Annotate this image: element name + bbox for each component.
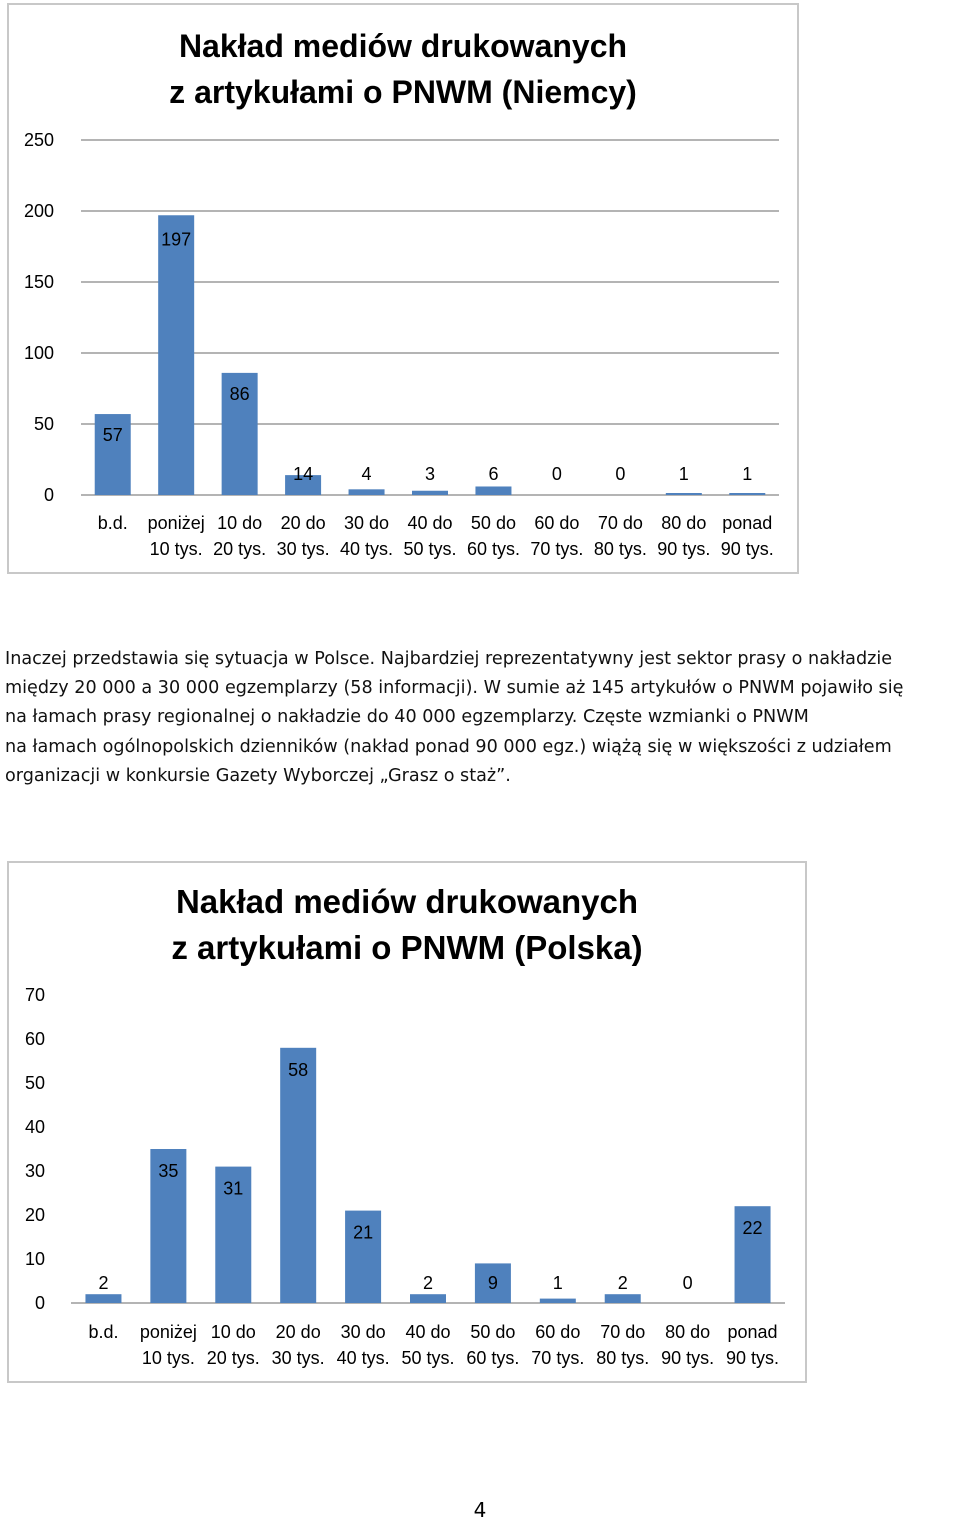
bar-plot-poland xyxy=(9,863,809,1385)
body-paragraph xyxy=(5,645,960,791)
x-tick-label: 10 do xyxy=(210,1322,256,1342)
x-tick-label: 80 do xyxy=(661,513,707,533)
paragraph-line: między 20 000 a 30 000 egzemplarzy (58 informacji). W sumie aż 145 artykułów o PNWM pojawiło się xyxy=(5,678,904,699)
data-label: 57 xyxy=(102,425,123,446)
data-label: 0 xyxy=(682,1273,693,1293)
x-tick-label: 20 tys. xyxy=(213,539,267,559)
x-tick-label: 40 do xyxy=(405,1322,451,1342)
x-tick-label: 80 do xyxy=(665,1322,711,1342)
bar xyxy=(280,1048,316,1303)
data-label: 197 xyxy=(161,229,192,250)
bar xyxy=(666,493,702,495)
data-label: 31 xyxy=(223,1178,244,1199)
bar xyxy=(85,1294,121,1303)
bar-plot-germany xyxy=(9,5,801,576)
bar xyxy=(158,215,194,495)
y-tick-label: 50 xyxy=(24,1073,45,1093)
y-tick-label: 0 xyxy=(34,1293,45,1313)
x-tick-label: ponad xyxy=(727,1322,778,1342)
chart-poland xyxy=(7,861,807,1383)
x-tick-label: b.d. xyxy=(97,513,128,533)
x-tick-label: 40 tys. xyxy=(340,539,394,559)
x-tick-label: 10 tys. xyxy=(149,539,203,559)
x-tick-label: 70 do xyxy=(600,1322,646,1342)
x-tick-label: poniżej xyxy=(147,513,205,533)
data-label: 0 xyxy=(615,464,626,484)
bar xyxy=(410,1294,446,1303)
x-tick-label: poniżej xyxy=(139,1322,197,1342)
x-tick-label: ponad xyxy=(722,513,773,533)
data-label: 1 xyxy=(742,464,753,484)
x-tick-label: 20 do xyxy=(275,1322,321,1342)
data-label: 0 xyxy=(551,464,562,484)
y-tick-label: 60 xyxy=(24,1029,45,1049)
x-tick-label: 20 tys. xyxy=(206,1348,260,1368)
data-label: 1 xyxy=(678,464,689,484)
y-tick-label: 20 xyxy=(24,1205,45,1225)
bar xyxy=(349,489,385,495)
x-tick-label: 60 tys. xyxy=(466,1348,520,1368)
x-tick-label: b.d. xyxy=(88,1322,119,1342)
data-label: 2 xyxy=(98,1273,109,1293)
chart-title-line-2: z artykułami o PNWM (Niemcy) xyxy=(169,74,637,110)
x-tick-label: 50 tys. xyxy=(403,539,457,559)
chart-title-line-1: Nakład mediów drukowanych xyxy=(178,28,628,64)
bar xyxy=(729,493,765,495)
y-tick-label: 30 xyxy=(24,1161,45,1181)
x-tick-label: 30 do xyxy=(340,1322,386,1342)
data-label: 3 xyxy=(424,464,436,484)
x-tick-label: 70 tys. xyxy=(531,1348,585,1368)
x-tick-label: 60 do xyxy=(535,1322,581,1342)
y-tick-label: 70 xyxy=(24,985,45,1005)
x-tick-label: 90 tys. xyxy=(720,539,774,559)
bar xyxy=(605,1294,641,1303)
x-tick-label: 40 tys. xyxy=(336,1348,390,1368)
y-tick-label: 0 xyxy=(43,485,54,505)
paragraph-line: organizacji w konkursie Gazety Wyborczej „Grasz o staż”. xyxy=(5,765,511,786)
x-tick-label: 50 do xyxy=(470,1322,516,1342)
x-tick-label: 40 do xyxy=(407,513,453,533)
data-label: 6 xyxy=(488,464,499,484)
paragraph-line: Inaczej przedstawia się sytuacja w Polsce. Najbardziej reprezentatywny jest sektor prasy o nakładzie xyxy=(5,649,893,669)
data-label: 1 xyxy=(552,1273,563,1293)
chart-germany xyxy=(7,3,799,574)
bar xyxy=(475,486,511,495)
x-tick-label: 70 do xyxy=(597,513,643,533)
x-tick-label: 70 tys. xyxy=(530,539,584,559)
bar xyxy=(540,1299,576,1303)
y-tick-label: 250 xyxy=(23,130,54,150)
paragraph-line: na łamach ogólnopolskich dzienników (nakład ponad 90 000 egz.) wiążą się w większości z udziałem xyxy=(5,736,892,757)
chart-title-line-1: Nakład mediów drukowanych xyxy=(175,883,639,920)
paragraph-line: na łamach prasy regionalnej o nakładzie do 40 000 egzemplarzy. Częste wzmianki o PNWM xyxy=(5,707,809,728)
x-tick-label: 90 tys. xyxy=(661,1348,715,1368)
x-tick-label: 90 tys. xyxy=(726,1348,780,1368)
x-tick-label: 60 tys. xyxy=(466,539,520,559)
data-label: 2 xyxy=(617,1273,628,1293)
data-label: 9 xyxy=(487,1273,498,1293)
y-tick-label: 50 xyxy=(33,414,54,434)
x-tick-label: 50 tys. xyxy=(401,1348,455,1368)
y-tick-label: 100 xyxy=(23,343,54,363)
x-tick-label: 30 tys. xyxy=(271,1348,325,1368)
data-label: 14 xyxy=(293,464,314,484)
x-tick-label: 10 tys. xyxy=(141,1348,195,1368)
data-label: 22 xyxy=(742,1218,763,1239)
data-label: 21 xyxy=(353,1222,374,1243)
x-tick-label: 60 do xyxy=(534,513,580,533)
y-tick-label: 150 xyxy=(23,272,54,292)
data-label: 86 xyxy=(229,383,250,404)
x-tick-label: 30 tys. xyxy=(276,539,330,559)
x-tick-label: 80 tys. xyxy=(593,539,647,559)
data-label: 4 xyxy=(361,464,372,484)
y-tick-label: 40 xyxy=(24,1117,45,1137)
chart-title-line-2: z artykułami o PNWM (Polska) xyxy=(171,929,643,966)
y-tick-label: 10 xyxy=(24,1249,45,1269)
x-tick-label: 30 do xyxy=(344,513,390,533)
y-tick-label: 200 xyxy=(23,201,54,221)
x-tick-label: 90 tys. xyxy=(657,539,711,559)
x-tick-label: 20 do xyxy=(280,513,326,533)
data-label: 58 xyxy=(288,1059,309,1080)
page-number: 4 xyxy=(473,1498,487,1522)
x-tick-label: 10 do xyxy=(217,513,263,533)
x-tick-label: 50 do xyxy=(470,513,516,533)
x-tick-label: 80 tys. xyxy=(596,1348,650,1368)
data-label: 35 xyxy=(158,1161,179,1181)
data-label: 2 xyxy=(422,1273,434,1293)
bar xyxy=(412,491,448,495)
